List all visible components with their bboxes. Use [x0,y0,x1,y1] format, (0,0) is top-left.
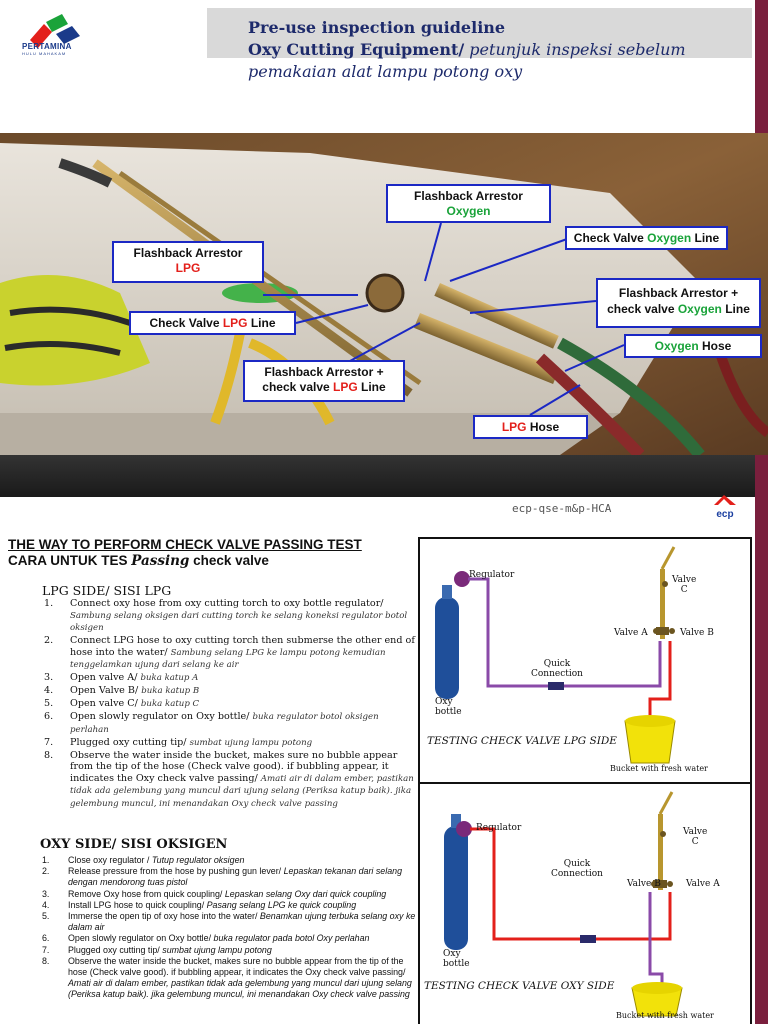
oxy-bottle-icon [444,826,468,950]
step-text-id: buka katup A [140,673,199,683]
lpg-diagram-caption: TESTING CHECK VALVE LPG SIDE [427,735,617,747]
step-number: 6. [44,711,54,722]
step-text-id: Lepaskan selang Oxy dari quick coupling [224,888,387,899]
step-text-en: Connect oxy hose from oxy cutting torch to oxy bottle regulator/ [70,598,384,609]
step-text-id: Amati air di dalam ember, pastikan tidak ada gelembung yang muncul dari ujung selang (Periksa katup baik). jika gelembung muncul, ini menandakan Oxy check valve passing [70,773,414,809]
lpg-steps-list [44,598,416,811]
step-text-id: Amati air di dalam ember, pastikan tidak ada gelembung yang muncul dari ujung selang (Periksa katup baik). jika gelembung muncul, ini menandakan Oxy check valve passing [68,978,412,1000]
step-text-id: Benamkan ujung terbuka selang oxy ke dalam air [68,911,416,933]
oxy-valve-b-label: Valve B [627,879,661,889]
oxy-diagram-caption: TESTING CHECK VALVE OXY SIDE [424,980,615,992]
step-text-en: Connect LPG hose to oxy cutting torch then submerse the other end of hose into the water/ [70,635,415,658]
quick-connection-icon [548,682,564,690]
step-text-id: sumbat ujung lampu potong [189,737,313,748]
oxy-bucket-label: Bucket with fresh water [616,1011,714,1020]
oxy-valve-a-label: Valve A [686,879,720,889]
step-text-en: Open slowly regulator on Oxy bottle/ [70,711,250,722]
callout-oxygen-hose: Oxygen Hose [624,334,762,358]
callout-flashback-check-lpg-line: Flashback Arrestor + check valve LPG Line [243,360,405,402]
step-item [44,737,416,750]
step-text-en: Open slowly regulator on Oxy bottle/ [68,933,212,944]
step-text-en: Close oxy regulator / [68,855,150,865]
callout-lpg-hose: LPG Hose [473,415,588,439]
step-text-id: sumbat ujung lampu potong [162,944,272,955]
title-line-3: pemakaian alat lampu potong oxy [248,62,523,81]
maroon-side-bar [755,530,768,1024]
callout-check-valve-lpg-line: Check Valve LPG Line [129,311,296,335]
step-item [44,711,416,736]
company-name: PERTAMINA [22,42,72,51]
step-text-id: Lepaskan tekanan dari selang dengan mendorong tuas pistol [68,866,403,888]
step-text-en: Remove Oxy hose from quick coupling/ [68,888,223,899]
step-item [44,635,416,672]
lpg-quick-connection-label: Quick Connection [531,659,583,679]
step-number: 1. [42,855,50,865]
step-text-en: Plugged oxy cutting tip/ [70,736,187,748]
regulator-icon [456,821,472,837]
oxy-quick-connection-label: Quick Connection [551,859,603,879]
step-text-en: Observe the water inside the bucket, makes sure no bubble appear from the tip of the hose (Check valve good). if bubbling appear, it indicates the Oxy check valve passing/ [68,955,406,978]
step-number: 5. [42,911,50,922]
step-text-id: buka regulator botol oksigen perlahan [70,712,379,735]
step-item [42,933,416,944]
step-item [42,911,416,933]
oxy-regulator-label: Regulator [476,823,522,833]
step-item [42,889,416,900]
step-item [44,598,416,635]
step-item [42,945,416,956]
step-item [44,685,416,698]
step-text-en: Plugged oxy cutting tip/ [68,944,160,955]
test-procedure-slide [0,530,768,1024]
step-text-en: Immerse the open tip of oxy hose into the water/ [68,911,258,922]
step-number: 7. [42,944,50,955]
oxy-valve-c-label: Valve C [683,827,708,847]
step-text-id: buka katup B [141,686,200,696]
step-text-en: Install LPG hose to quick coupling/ [68,899,205,910]
quick-connection-icon [580,935,596,943]
step-item [44,672,416,685]
callout-flashback-arrestor-oxygen: Flashback Arrestor Oxygen [386,184,551,223]
step-text-en: Observe the water inside the bucket, makes sure no bubble appear from the tip of the hose (Check valve good). if bubbling appear, it indicates the Oxy check valve passing/ [70,749,398,784]
title-line-1: Pre-use inspection guideline [248,18,506,37]
lpg-side-heading: LPG SIDE/ SISI LPG [42,583,172,598]
step-text-en: Open valve A/ [70,672,138,683]
oxy-bottle-icon [435,597,459,699]
footer-band [0,455,755,497]
callout-flashback-arrestor-lpg: Flashback Arrestor LPG [112,241,264,283]
step-number: 4. [42,899,50,910]
step-number: 3. [44,672,54,683]
oxy-steps-list [42,855,416,1001]
step-number: 8. [42,955,50,966]
lpg-regulator-label: Regulator [469,570,515,580]
step-text-id: buka katup C [140,699,200,709]
step-item [44,698,416,711]
step-number: 2. [44,635,54,646]
step-number: 7. [44,736,54,748]
step-text-en: Open Valve B/ [70,685,139,696]
step-text-id: buka regulator pada botol Oxy perlahan [213,933,370,944]
regulator-icon [454,571,470,587]
step-number: 1. [44,598,54,609]
step-item [42,855,416,866]
lpg-oxy-bottle-label: Oxy bottle [435,697,462,717]
lpg-valve-b-label: Valve B [680,628,714,638]
step-text-id: Tutup regulator oksigen [151,855,245,865]
procedure-title: THE WAY TO PERFORM CHECK VALVE PASSING TEST [8,537,362,552]
company-sub: HULU MAHAKAM [22,51,67,56]
footer-code: ecp-qse-m&p-HCA [512,502,612,515]
step-number: 3. [42,888,50,899]
step-text-id: Sambung selang oksigen dari cutting torch ke selang koneksi regulator botol oksigen [70,610,408,633]
lpg-valve-a-label: Valve A [614,628,648,638]
oxy-oxy-bottle-label: Oxy bottle [443,949,470,969]
step-text-en: Release pressure from the hose by pushing gun lever/ [68,866,282,877]
svg-text:ecp: ecp [716,509,734,519]
callout-flashback-check-oxygen-line: Flashback Arrestor + check valve Oxygen Line [596,278,761,328]
step-item [44,750,416,811]
step-item [42,900,416,911]
oxy-side-heading: OXY SIDE/ SISI OKSIGEN [40,837,228,852]
procedure-subtitle: CARA UNTUK TES Passing check valve [8,553,269,569]
step-number: 4. [44,685,54,696]
bucket-icon [625,721,675,763]
step-text-en: Open valve C/ [70,698,138,709]
lpg-bucket-label: Bucket with fresh water [610,764,708,773]
step-number: 8. [44,749,54,761]
step-item [42,956,416,1001]
lpg-valve-c-label: Valve C [672,575,697,595]
step-number: 5. [44,698,54,709]
ecp-logo-icon [708,493,742,519]
step-text-id: Pasang selang LPG ke quick coupling [206,899,357,910]
title-line-2: Oxy Cutting Equipment/ petunjuk inspeksi sebelum [248,40,686,59]
step-item [42,866,416,888]
callout-check-valve-oxygen-line: Check Valve Oxygen Line [565,226,728,250]
step-text-id: Sambung selang LPG ke lampu potong kemudian tenggelamkan ujung dari selang ke air [70,647,386,670]
step-number: 6. [42,933,50,944]
step-number: 2. [42,866,50,877]
